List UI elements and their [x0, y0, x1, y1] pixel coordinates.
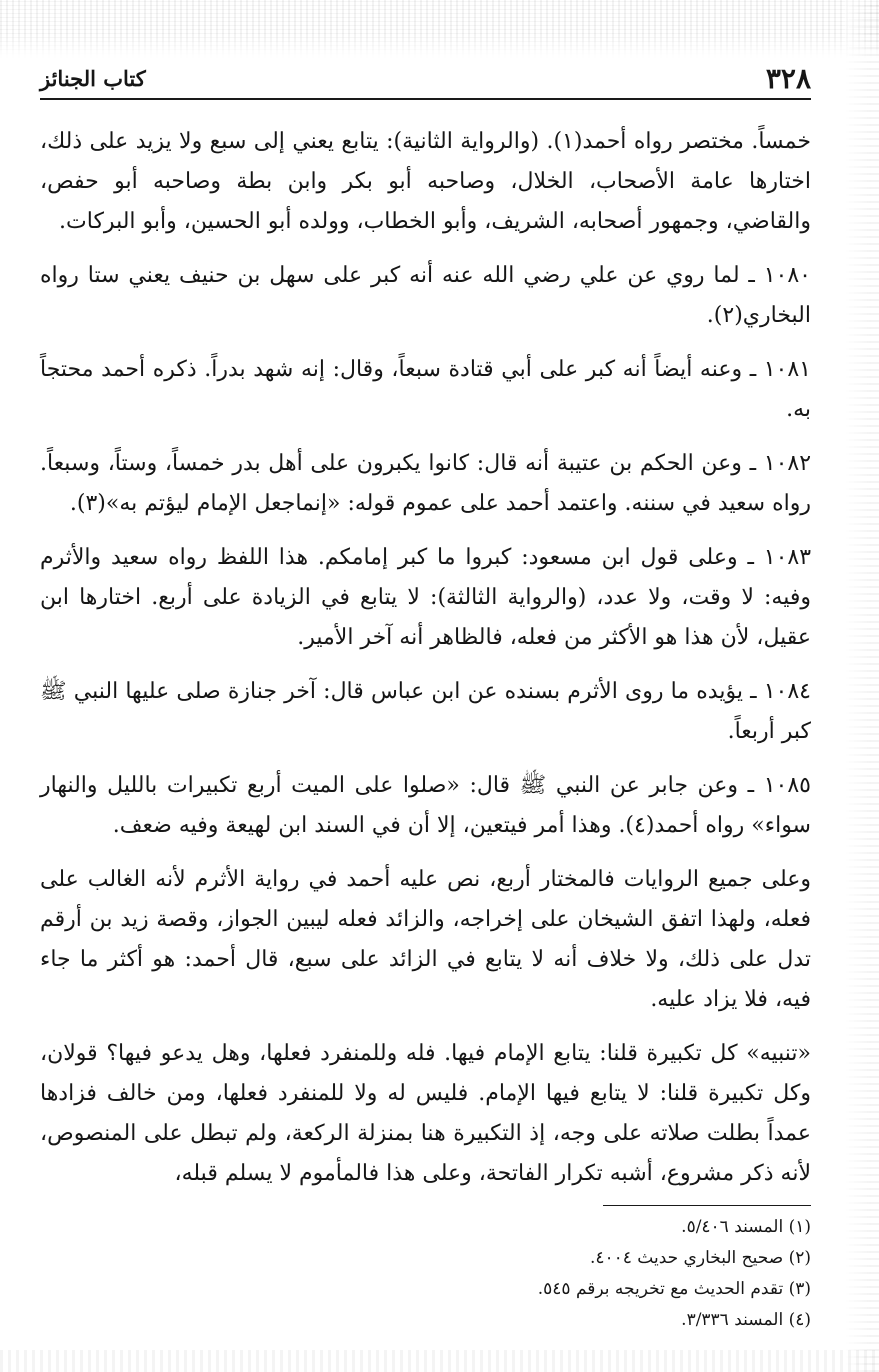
paragraph-hadith-1080: ١٠٨٠ ـ لما روي عن علي رضي الله عنه أنه كبر على سهل بن حنيف يعني ستا رواه البخاري(٢).: [40, 263, 811, 328]
scan-noise-bottom: [0, 1350, 879, 1372]
footnotes: [40, 1212, 811, 1336]
paragraph: خمساً. مختصر رواه أحمد(١). (والرواية الثانية): يتابع يعني إلى سبع ولا يزيد على ذلك، اختارها عامة الأصحاب، الخلال، وصاحبه أبو بكر وابن بطة وصاحبه أبو حفص، والقاضي، وجمهور أصحابه، الشريف، وأبو الخطاب، وولده أبو الحسين، وأبو البركات.: [40, 129, 811, 234]
paragraph: وعلى جميع الروايات فالمختار أربع، نص عليه أحمد في رواية الأثرم لأنه الغالب على فعله، ولهذا اتفق الشيخان على إخراجه، والزائد فعله ليبين الجواز، وقصة زيد بن أرقم تدل على ذلك، ولا خلاف أنه لا يتابع في الزائد على سبع، قال أحمد: هو أكثر ما جاء فيه، فلا يزاد عليه.: [40, 867, 811, 1012]
paragraph-hadith-1083: ١٠٨٣ ـ وعلى قول ابن مسعود: كبروا ما كبر إمامكم. هذا اللفظ رواه سعيد والأثرم وفيه: لا وقت، ولا عدد، (والرواية الثالثة): لا يتابع في الزيادة على أربع. اختارها ابن عقيل، لأن هذا هو الأكثر من فعله، فالظاهر أنه آخر الأمير.: [40, 545, 812, 650]
footnote: (١) المسند ٥/٤٠٦.: [681, 1217, 811, 1237]
paragraph-hadith-1082: ١٠٨٢ ـ وعن الحكم بن عتيبة أنه قال: كانوا يكبرون على أهل بدر خمساً، وستاً، وسبعاً. رواه سعيد في سننه. واعتمد أحمد على عموم قوله: «إنماجعل الإمام ليؤتم به»(٣).: [40, 451, 812, 516]
paragraph-note: «تنبيه» كل تكبيرة قلنا: يتابع الإمام فيها. فله وللمنفرد فعلها، وهل يدعو فيها؟ قولان، وكل تكبيرة قلنا: لا يتابع فيها الإمام. فليس له ولا للمنفرد فعلها، ومن خالف فزادها عمداً بطلت صلاته على وجه، إذ التكبيرة هنا بمنزلة الركعة، ولم تبطل على المنصوص، لأنه ذكر مشروع، أشبه تكرار الفاتحة، وعلى هذا فالمأموم لا يسلم قبله،: [40, 1041, 811, 1186]
header-rule: [40, 98, 811, 100]
chapter-title: كتاب الجنائز: [40, 65, 146, 91]
footnote: (٤) المسند ٣/٣٣٦.: [681, 1310, 811, 1330]
main-text: [40, 122, 811, 1194]
paragraph-hadith-1084: ١٠٨٤ ـ يؤيده ما روى الأثرم بسنده عن ابن عباس قال: آخر جنازة صلى عليها النبي ﷺ كبر أربعاً.: [40, 679, 811, 744]
footnote-rule: [603, 1205, 811, 1206]
footnote: (٢) صحيح البخاري حديث ٤٠٠٤.: [589, 1248, 811, 1268]
footnote: (٣) تقدم الحديث مع تخريجه برقم ٥٤٥.: [537, 1279, 811, 1299]
paragraph-hadith-1081: ١٠٨١ ـ وعنه أيضاً أنه كبر على أبي قتادة سبعاً، وقال: إنه شهد بدراً. ذكره أحمد محتجاً به.: [40, 357, 811, 422]
page-header: [40, 60, 811, 96]
paragraph-hadith-1085: ١٠٨٥ ـ وعن جابر عن النبي ﷺ قال: «صلوا على الميت أربع تكبيرات بالليل والنهار سواء» رواه أحمد(٤). وهذا أمر فيتعين، إلا أن في السند ابن لهيعة وفيه ضعف.: [40, 773, 811, 838]
scan-noise-right: [845, 0, 879, 1372]
page-number: ٣٢٨: [765, 61, 811, 95]
scan-noise-top: [0, 0, 879, 58]
